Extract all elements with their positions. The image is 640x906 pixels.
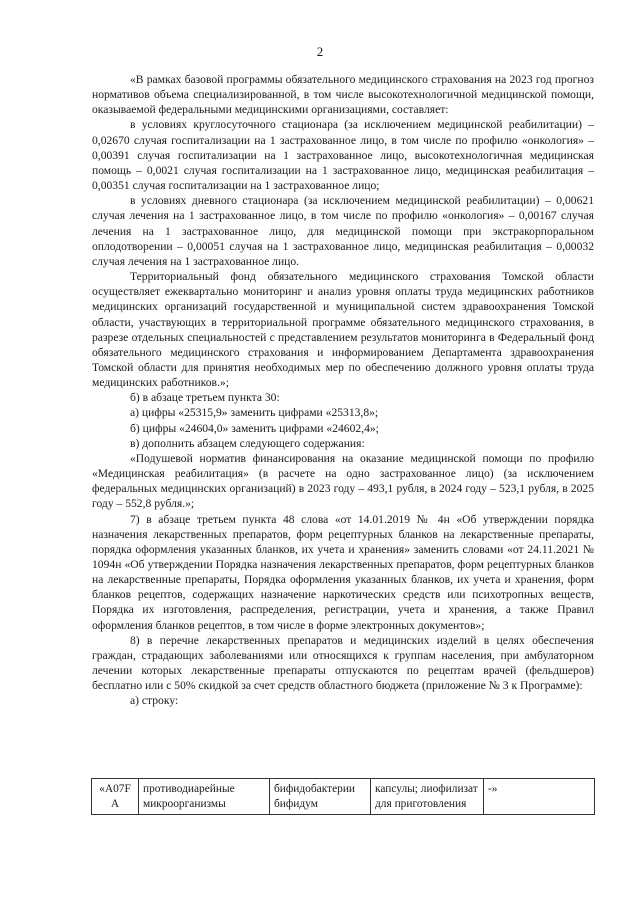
paragraph-round-the-clock-hospital: в условиях круглосуточного стационара (за исключением медицинской реабилитации) – 0,02670 случая госпитализации на 1 застрахованное лицо, в том числе по профилю «онкология» – 0,00391 случая госпитализации на 1 застрахованное лицо, высокотехнологичная медицинская помощь – 0,0021 случая госпитализации на 1 застрахованное лицо, медицинская реабилитация – 0,00351 случая госпитализации на 1 застрахованное лицо;	[92, 118, 594, 193]
note-cell: -»	[484, 779, 595, 815]
paragraph-forecast-intro: «В рамках базовой программы обязательного медицинского страхования на 2023 год прогноз нормативов объема специализированной, в том числе высокотехнологичной медицинской помощи, оказываемой федеральными медицинскими организациями, составляет:	[92, 73, 594, 117]
paragraph-item-b: б) в абзаце третьем пункта 30:	[130, 391, 280, 405]
dosage-form-cell: капсулы; лиофилизат для приготовления	[371, 779, 484, 815]
paragraph-monitoring: Территориальный фонд обязательного медицинского страхования Томской области осуществляет ежеквартально мониторинг и анализ уровня оплаты труда медицинских работников медицинских организаций государственной и муниципальной систем здравоохранения Томской области, участвующих в территориальной программе обязательного медицинского страхования, в разрезе отдельных специальностей с представлением результатов мониторинга в Федеральный фонд обязательного медицинского страхования и информированием Департамента здравоохранения Томской области для принятия необходимых мер по обеспечению должного уровня оплаты труда медицинских работников.»;	[92, 270, 594, 390]
medication-table	[91, 778, 595, 815]
pharmacological-group-cell: противодиарейные микроорганизмы	[139, 779, 270, 815]
paragraph-sub-v: в) дополнить абзацем следующего содержания:	[130, 436, 365, 450]
paragraph-day-hospital: в условиях дневного стационара (за исключением медицинской реабилитации) – 0,00621 случая лечения на 1 застрахованное лицо, в том числе по профилю «онкология» – 0,00167 случая лечения на 1 застрахованное лицо, для медицинской помощи при экстракорпоральном оплодотворении – 0,00051 случая на 1 застрахованное лицо, медицинская реабилитация – 0,00032 случая лечения на 1 застрахованное лицо.	[92, 194, 594, 268]
atc-code-cell: «A07F A	[92, 779, 139, 815]
paragraph-per-capita-norm: «Подушевой норматив финансирования на оказание медицинской помощи по профилю «Медицинская реабилитация» (в расчете на одно застрахованное лицо) (за исключением федеральных медицинских организаций) в 2023 году – 493,1 рубля, в 2024 году – 523,1 рубля, в 2025 году – 552,8 рубля.»;	[92, 451, 594, 511]
paragraph-item-8: 8) в перечне лекарственных препаратов и медицинских изделий в целях обеспечения граждан, страдающих заболеваниями или относящихся к группам населения, при амбулаторном лечении которых лекарственные препараты отпускаются по рецептам врачей (фельдшеров) бесплатно или с 50% скидкой за счет средств областного бюджета (приложение № 3 к Программе):	[92, 633, 594, 693]
paragraph-sub-a: а) цифры «25315,9» заменить цифрами «25313,8»;	[130, 406, 379, 420]
paragraph-row-label: а) строку:	[130, 694, 179, 708]
paragraph-item-7: 7) в абзаце третьем пункта 48 слова «от 14.01.2019 № 4н «Об утверждении порядка назначения лекарственных препаратов, форм рецептурных бланков на лекарственные препараты, порядка оформления указанных бланков, их учета и хранения» заменить словами «от 24.11.2021 № 1094н «Об утверждении Порядка назначения лекарственных препаратов, форм рецептурных бланков на лекарственные препараты, Порядка оформления указанных бланков, их учета и хранения, форм бланков рецептов, содержащих назначение наркотических средств или психотропных веществ, Порядка их изготовления, распределения, регистрации, учета и хранения, а также Правил оформления бланков рецептов, в том числе в форме электронных документов»;	[92, 512, 594, 632]
document-body	[92, 72, 594, 709]
page-number: 2	[316, 44, 324, 59]
table-row	[92, 779, 595, 815]
active-substance-cell: бифидобактерии бифидум	[270, 779, 371, 815]
paragraph-sub-b: б) цифры «24604,0» заменить цифрами «24602,4»;	[130, 421, 379, 435]
